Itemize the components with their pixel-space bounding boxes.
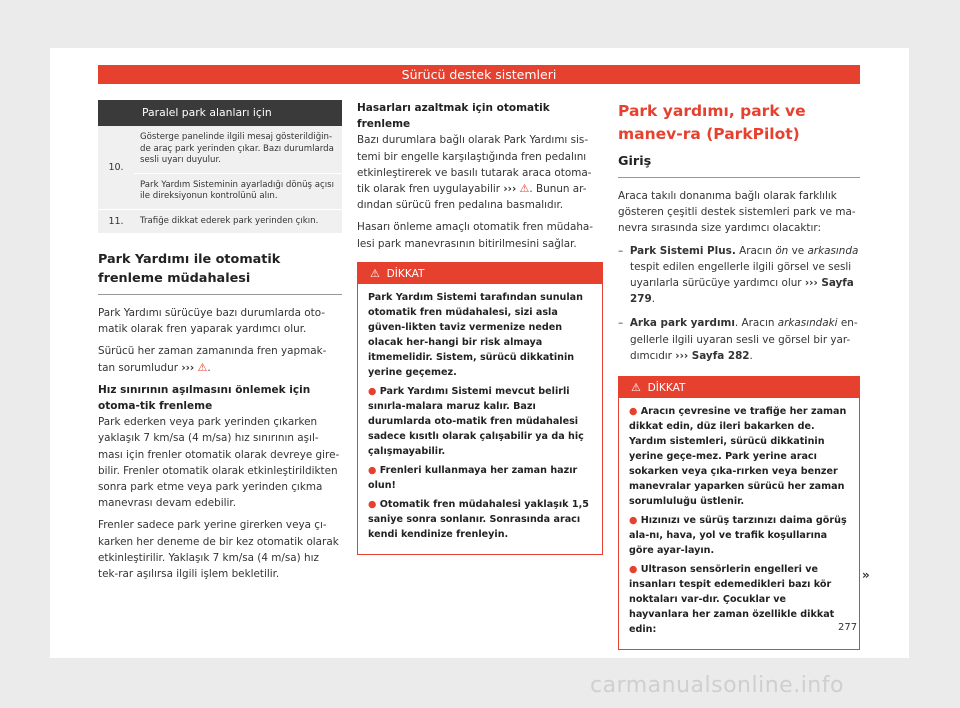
paragraph: Bazı durumlara bağlı olarak Park Yardımı sis-temi bir engelle karşılaştığında fren pedalını etkinleştirerek ve basılı tutarak araca otoma-tik olarak fren uygulayabilir ››› ⚠. Bunun ar-dından sürücü fren pedalına basmalıdır. [357, 134, 592, 212]
divider [98, 294, 342, 295]
main-heading: Park yardımı, park ve manev-ra (ParkPilot) [618, 102, 806, 143]
table-row [98, 126, 342, 173]
continue-arrow: » [862, 568, 870, 582]
paragraph: Araca takılı donanıma bağlı olarak farklılık gösteren çeşitli destek sistemleri park ve ma-nevra sırasında size yardımcı olacaktır: [618, 190, 856, 235]
row-text: Trafiğe dikkat ederek park yerinden çıkın. [134, 209, 342, 234]
paragraph: Sürücü her zaman zamanında fren yapmak-tan sorumludur ››› ⚠. [98, 343, 342, 375]
reference-link[interactable]: ››› Sayfa 279 [630, 277, 854, 306]
subheading-intro: Giriş [618, 154, 652, 169]
warning-item: ● Hızınızı ve sürüş tarzınızı daima görüş ala-nı, hava, yol ve trafik koşullarına göre ayar-layın. [629, 515, 847, 557]
warning-item: ● Park Yardımı Sistemi mevcut belirli sınırla-malara maruz kalır. Bazı durumlarda oto-matik fren müdahalesi sadece kısıtlı olarak çalışabilir ya da hiç çalışmayabilir. [368, 385, 584, 457]
column-2 [357, 100, 603, 555]
table-row [98, 173, 342, 209]
table-header-num [98, 100, 134, 126]
row-number: 10. [98, 126, 134, 209]
warning-icon: ⚠ [631, 381, 641, 395]
steps-table [98, 100, 342, 234]
table-heading: Paralel park alanları için [134, 100, 342, 126]
warning-body [619, 398, 859, 649]
row-text: Park Yardım Sisteminin ayarladığı dönüş açısı ile direksiyonun kontrolünü alın. [134, 173, 342, 209]
subheading: Hasarları azaltmak için otomatik frenleme [357, 102, 550, 131]
warning-item: ● Aracın çevresine ve trafiğe her zaman dikkat edin, düz ileri bakarken de. Yardım sistemleri, sürücü dikkatinin yerine geçe-mez. Park yerine aracı sokarken veya çıka-rırken veya benzer manevralar yaparken sürücü her zaman sorumluluğu üstlenir. [629, 406, 847, 508]
subheading: Hız sınırının aşılmasını önlemek için otoma-tik frenleme [98, 383, 311, 413]
section-header: Sürücü destek sistemleri [98, 65, 860, 84]
divider [618, 177, 860, 178]
warning-box [357, 262, 603, 555]
warning-icon: ⚠ [370, 266, 380, 280]
paragraph: Frenler sadece park yerine girerken veya çı-karken her deneme de bir kez otomatik olarak etkinleştirilir. Yaklaşık 7 km/sa (4 m/sa) hız tek-rar aşılırsa ilgili işlem bekletilir. [98, 519, 339, 581]
row-number: 11. [98, 209, 134, 234]
warning-item: ● Frenleri kullanmaya her zaman hazır olun! [368, 464, 578, 491]
reference-link[interactable]: ››› [503, 183, 517, 196]
paragraph: Park ederken veya park yerinden çıkarken yaklaşık 7 km/sa (4 m/sa) hız sınırının aşıl-ması için frenler otomatik olarak devreye gire-bilir. Frenler otomatik olarak etkinleştirildikten sonra park etme veya park yerinden çıkma manevrası devam edebilir. [98, 416, 340, 510]
bullet-icon: ● [368, 385, 377, 397]
warning-icon: ⚠ [197, 360, 208, 374]
table-row [98, 209, 342, 234]
page-number: 277 [838, 622, 858, 633]
warning-icon: ⚠ [519, 182, 530, 196]
section-heading: Park Yardımı ile otomatik frenleme müdahalesi [98, 252, 281, 286]
bullet-icon: ● [368, 464, 377, 476]
warning-text: Park Yardım Sistemi tarafından sunulan otomatik fren müdahalesi, sizi asla güven-likten taviz vermenize neden olacak her-hangi bir risk almaya itmemelidir. Sistem, sürücü dikkatinin yerine geçemez. [368, 291, 583, 378]
list-item: – Arka park yardımı. Aracın arkasındaki en-gellerle ilgili uyaran sesli ve görsel bir yar-dımcıdır ››› Sayfa 282. [618, 317, 858, 362]
bullet-icon: ● [629, 515, 638, 527]
bullet-icon: ● [368, 498, 377, 510]
column-1 [98, 100, 342, 588]
warning-body [358, 284, 602, 554]
warning-header: ⚠ DİKKAT [619, 377, 859, 398]
warning-item: ● Otomatik fren müdahalesi yaklaşık 1,5 saniye sonra sonlanır. Sonrasında aracı kendi kendinize frenleyin. [368, 498, 589, 540]
warning-item: ● Ultrason sensörlerin engelleri ve insanları tespit edemedikleri bazı kör noktaları var-dır. Çocuklar ve hayvanlara her zaman özellikle dikkat edin: [629, 564, 835, 636]
bullet-icon: ● [629, 406, 638, 418]
warning-header: ⚠ DİKKAT [358, 263, 602, 284]
warning-box [618, 376, 860, 650]
reference-link[interactable]: ››› Sayfa 282 [675, 349, 750, 362]
row-text: Gösterge panelinde ilgili mesaj gösterildiğin-de araç park yerinden çıkar. Bazı durumlarda sesli uyarı duyulur. [134, 126, 342, 173]
list-item: – Park Sistemi Plus. Aracın ön ve arkasında tespit edilen engellerle ilgili görsel ve sesli uyarılarla sürücüye yardımcı olur ››› Sayfa 279. [618, 244, 859, 306]
paragraph: Hasarı önleme amaçlı otomatik fren müdaha-lesi park manevrasının bitirilmesini sağlar. [357, 221, 594, 250]
reference-link[interactable]: ››› [181, 361, 195, 374]
paragraph: Park Yardımı sürücüye bazı durumlarda oto-matik olarak fren yaparak yardımcı olur. [98, 307, 326, 336]
bullet-icon: ● [629, 564, 638, 576]
column-3 [618, 100, 860, 650]
watermark: carmanualsonline.info [590, 673, 844, 698]
